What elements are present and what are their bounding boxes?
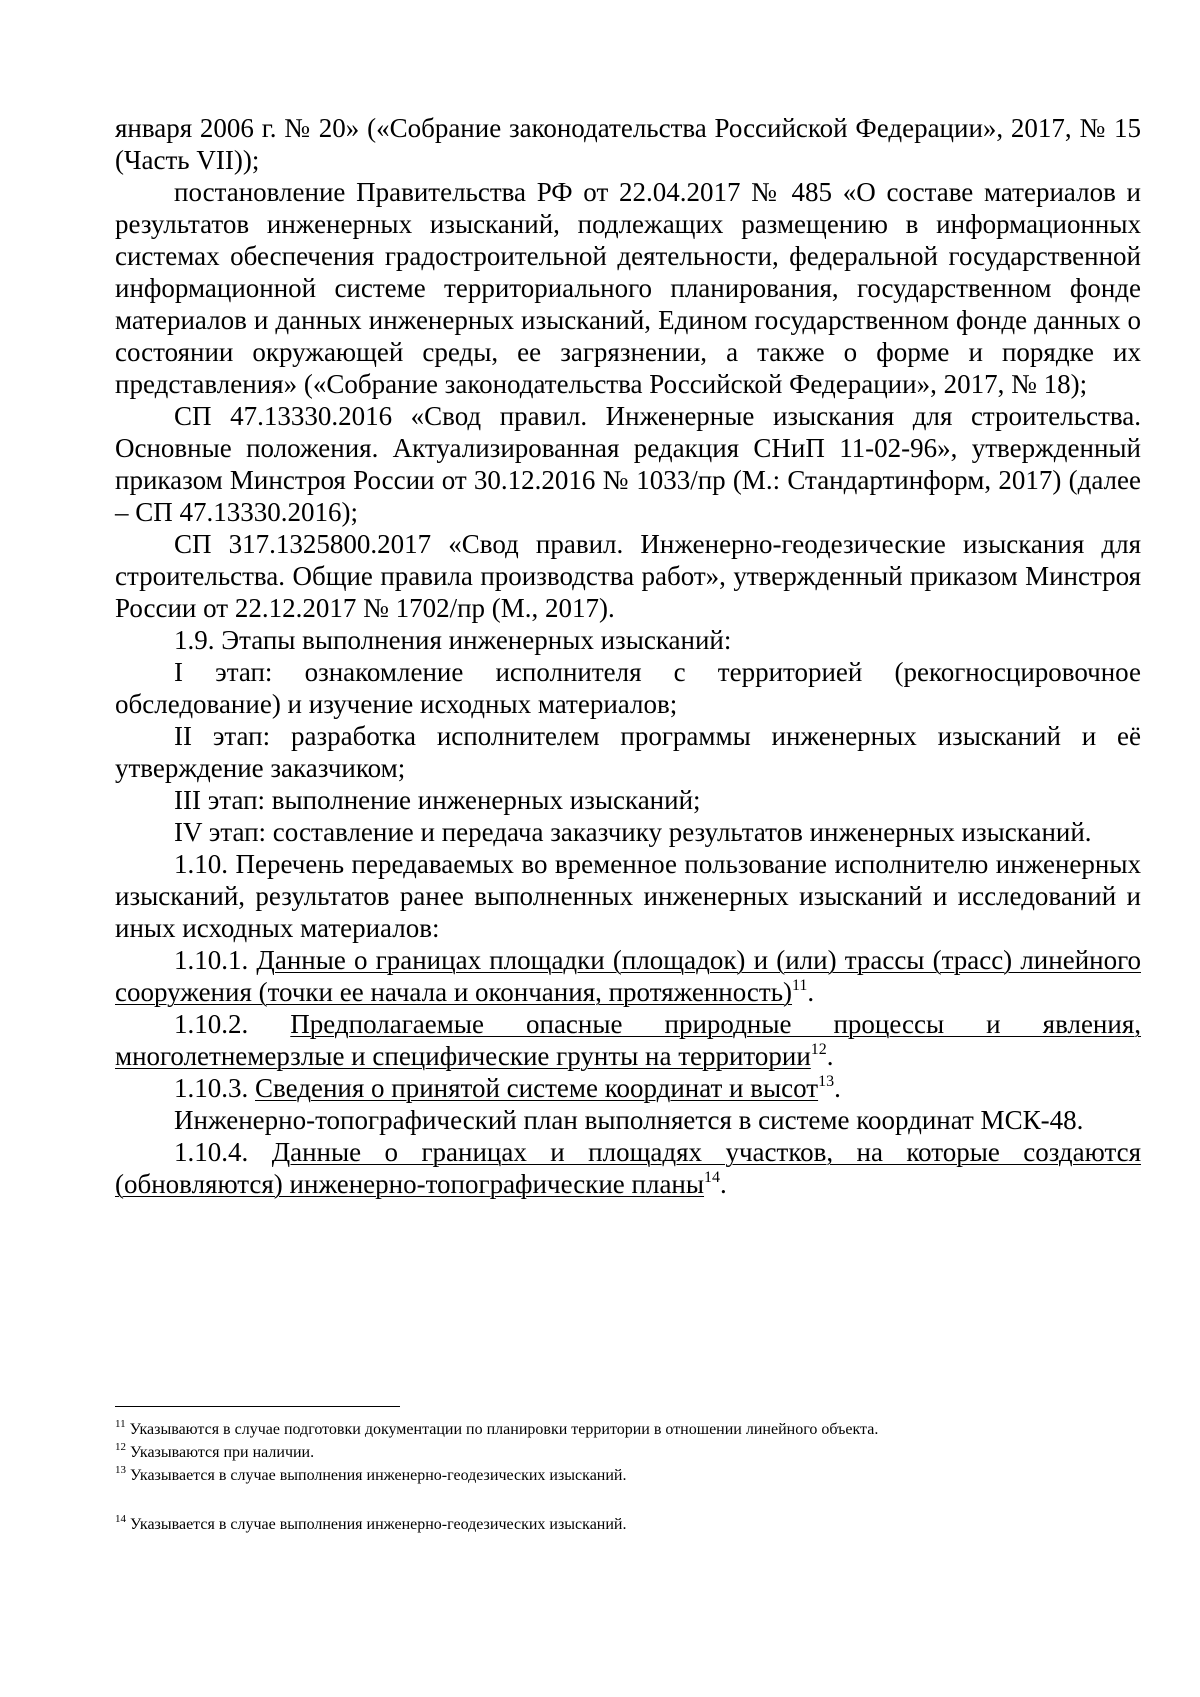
footnote-14 (115, 1513, 1141, 1536)
footnote-text: Указываются в случае подготовки документации по планировки территории в отношении линейного объекта. (129, 1421, 879, 1438)
item-text: Данные о границах площадки (площадок) и (или) трассы (трасс) линейного сооружения (точки ее начала и окончания, протяженность) (115, 945, 1141, 1007)
footnote-13 (115, 1464, 1141, 1487)
list-item-1-10-3 (115, 1072, 1141, 1104)
footnote-ref: 11 (792, 977, 808, 994)
item-end: . (807, 977, 815, 1007)
footnote-text: Указывается в случае выполнения инженерно-геодезических изысканий. (130, 1516, 627, 1533)
item-end: . (826, 1041, 834, 1071)
paragraph-stage-1: I этап: ознакомление исполнителя с территорией (рекогносцировочное обследование) и изучение исходных материалов; (115, 657, 1141, 719)
item-text: Предполагаемые опасные природные процессы и явления, многолетнемерзлые и специфические грунты на территории (115, 1009, 1142, 1071)
paragraph-materials-list: 1.10. Перечень передаваемых во временное пользование исполнителю инженерных изысканий, результатов ранее выполненных инженерных изысканий и исследований и иных исходных материалов: (115, 849, 1141, 943)
item-number: 1.10.1. (174, 945, 249, 975)
footnote-ref: 13 (818, 1073, 835, 1090)
footnote-12 (115, 1441, 1141, 1464)
footnote-separator (115, 1406, 400, 1407)
list-item-1-10-1 (115, 944, 1141, 1008)
list-item-1-10-2 (115, 1008, 1141, 1072)
footnote-number: 12 (115, 1440, 126, 1453)
list-item-1-10-4 (115, 1136, 1141, 1200)
paragraph-stages-heading: 1.9. Этапы выполнения инженерных изысканий: (174, 625, 732, 655)
footnote-ref: 14 (704, 1169, 721, 1186)
paragraph-government-decree: постановление Правительства РФ от 22.04.2017 № 485 «О составе материалов и результатов инженерных изысканий, подлежащих размещению в информационных системах обеспечения градостроительной деятельности, федеральной государственной информационной системе территориального планирования, государственном фонде материалов и данных инженерных изысканий, Едином государственном фонде данных о состоянии окружающей среды, ее загрязнении, а также о форме и порядке их представления» («Собрание законодательства Российской Федерации», 2017, № 18); (115, 177, 1141, 399)
item-end: . (720, 1169, 727, 1199)
item-text: Сведения о принятой системе координат и высот (255, 1073, 819, 1103)
footnote-number: 14 (115, 1512, 126, 1525)
paragraph-stage-4: IV этап: составление и передача заказчику результатов инженерных изысканий. (174, 817, 1092, 847)
paragraph-stage-3: III этап: выполнение инженерных изысканий; (174, 785, 701, 815)
footnote-11 (115, 1418, 1141, 1441)
footnotes (115, 1418, 1141, 1536)
paragraph-sp-317: СП 317.1325800.2017 «Свод правил. Инженерно-геодезические изыскания для строительства. Общие правила производства работ», утвержденный приказом Минстроя России от 22.12.2017 № 1702/пр (М., 2017). (115, 529, 1141, 623)
paragraph-stage-2: II этап: разработка исполнителем программы инженерных изысканий и её утверждение заказчиком; (115, 721, 1141, 783)
item-number: 1.10.4. (174, 1137, 249, 1167)
paragraph-continuation: января 2006 г. № 20» («Собрание законодательства Российской Федерации», 2017, № 15 (Часть VII)); (115, 113, 1141, 175)
item-number: 1.10.3. (174, 1073, 249, 1103)
footnote-number: 11 (115, 1417, 126, 1430)
item-text: Данные о границах и площадях участков, на которые создаются (обновляются) инженерно-топографические планы (115, 1137, 1141, 1199)
footnote-text: Указываются при наличии. (130, 1444, 315, 1461)
footnote-text: Указывается в случае выполнения инженерно-геодезических изысканий. (130, 1467, 627, 1484)
footnote-number: 13 (115, 1463, 126, 1476)
item-end: . (834, 1073, 841, 1103)
paragraph-coordinate-system: Инженерно-топографический план выполняется в системе координат МСК-48. (174, 1105, 1084, 1135)
paragraph-sp-47: СП 47.13330.2016 «Свод правил. Инженерные изыскания для строительства. Основные положения. Актуализированная редакция СНиП 11-02-96», утвержденный приказом Минстроя России от 30.12.2016 № 1033/пр (М.: Стандартинформ, 2017) (далее – СП 47.13330.2016); (115, 401, 1141, 527)
footnote-ref: 12 (810, 1041, 827, 1058)
document-body (115, 112, 1141, 1200)
item-number: 1.10.2. (174, 1009, 249, 1039)
